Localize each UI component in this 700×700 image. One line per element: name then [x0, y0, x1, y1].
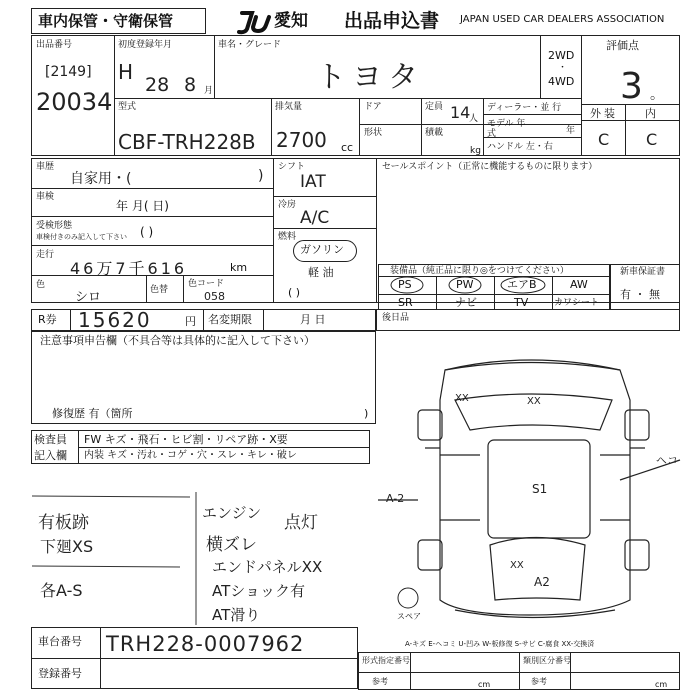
label-exterior: 外 — [590, 107, 601, 120]
mark-2: XX — [527, 396, 541, 407]
note-left-3: 各A-S — [40, 581, 83, 600]
reg-month: 8 — [184, 74, 197, 96]
unit-cm-1: cm — [478, 680, 491, 689]
score-dot: 。 — [650, 87, 664, 103]
reg-year: 28 — [145, 74, 170, 96]
recycle-unit: 円 — [185, 315, 196, 328]
label-inspector: 検査員 — [34, 433, 67, 446]
label-listing-no: 出品番号 — [36, 40, 73, 50]
note-right-4: エンドパネルXX — [212, 558, 323, 576]
receipt-paren: ( ) — [140, 225, 154, 239]
capacity: 14 — [450, 103, 471, 122]
fuel-alt: 軽 油 — [308, 266, 334, 279]
label-entry: 記入欄 — [34, 449, 67, 462]
repair-close: ) — [364, 407, 369, 420]
association: JAPAN USED CAR DEALERS ASSOCIATION — [460, 14, 665, 25]
label-car-name: 車名・グレード — [218, 40, 282, 50]
label-ref-2: 参考 — [531, 677, 547, 686]
chassis-no: TRH228-0007962 — [106, 632, 305, 656]
color: シロ — [75, 290, 102, 305]
label-fuel: 燃料 — [278, 232, 297, 242]
label-category: 類別区分番号 — [523, 656, 571, 665]
opt-tv: TV — [514, 296, 529, 309]
color-code: 058 — [204, 290, 225, 303]
mileage: 46万7千616 — [70, 259, 188, 278]
label-inspect: 車検 — [36, 192, 55, 202]
score-value: 3 — [620, 66, 643, 107]
opt-navi: ナビ — [455, 296, 477, 309]
label-shift: シフト — [278, 162, 306, 172]
storage-label: 車内保管・守衛保管 — [38, 12, 174, 30]
note-right-5: ATショック有 — [212, 582, 305, 600]
note-right-6: AT滑り — [212, 606, 261, 624]
label-handle: ハンドル 左・右 — [487, 142, 553, 152]
note-left-1: 有板跡 — [38, 513, 89, 533]
use-close: ) — [258, 168, 264, 184]
fuel-paren: ( ) — [288, 286, 301, 299]
ac: A/C — [300, 208, 330, 228]
opt-ps: PS — [398, 278, 412, 291]
reg-month-suffix: 月 — [204, 86, 214, 96]
label-load: 積載 — [425, 128, 444, 138]
opt-seat: カワシート — [554, 298, 600, 308]
label-color: 色 — [36, 280, 46, 290]
label-sales-points: セールスポイント（正常に機能するものに限ります） — [382, 162, 598, 172]
note-right-2: 横ズレ — [206, 535, 257, 555]
label-type-cert: 形式指定番号 — [362, 656, 410, 665]
note-right-1: エンジン — [202, 504, 262, 522]
mileage-unit: km — [230, 261, 248, 274]
label-capacity: 定員 — [425, 102, 444, 112]
load-unit: kg — [470, 146, 481, 156]
label-name-change: 名変期限 — [208, 313, 252, 326]
exterior-grade: C — [598, 130, 610, 149]
label-color-code: 色コード — [188, 279, 225, 289]
displacement: 2700 — [276, 128, 327, 152]
mark-9: A-2 — [386, 492, 405, 505]
model-year-unit: 年 — [566, 126, 576, 136]
label-mileage: 走行 — [36, 250, 55, 260]
label-shape: 形状 — [364, 128, 383, 138]
interior-grade: C — [646, 130, 658, 149]
inspect-text: 年 月( 日) — [116, 199, 169, 213]
reg-era: H — [118, 60, 134, 84]
name-change-date: 月 日 — [300, 313, 326, 326]
label-warranty: 新車保証書 — [620, 267, 666, 277]
mark-1: XX — [455, 393, 469, 404]
label-use: 車歴 — [36, 162, 55, 172]
shift: IAT — [300, 172, 326, 192]
spare-label: スペア — [397, 612, 421, 621]
inspector-row2: 内装 キズ・汚れ・コゲ・穴・スレ・キレ・破レ — [84, 450, 297, 461]
label-ac: 冷房 — [278, 200, 297, 210]
disp-unit: cc — [341, 141, 354, 154]
small-no: [2149] — [45, 64, 92, 80]
label-first-reg: 初度登録年月 — [118, 40, 173, 50]
label-after: 後日品 — [382, 313, 410, 323]
label-equip: 装 — [604, 107, 615, 120]
drive-4wd: 4WD — [548, 75, 575, 88]
warranty: 有 ・ 無 — [620, 288, 660, 301]
unit-cm-2: cm — [655, 680, 668, 689]
use-type: 自家用・( — [70, 171, 132, 187]
label-color-change: 色替 — [150, 285, 169, 295]
label-recycle: R券 — [38, 313, 57, 326]
inspector-row1: FW キズ・飛石・ヒビ割・リペア跡・X要 — [84, 433, 288, 446]
opt-pw: PW — [456, 278, 474, 291]
label-score: 評価点 — [606, 39, 639, 52]
drive-2wd: 2WD — [548, 49, 575, 62]
label-model: 型式 — [118, 102, 137, 112]
mark-5: XX — [510, 560, 524, 571]
mark-8: ヘコ — [656, 454, 678, 467]
opt-aw: AW — [570, 278, 588, 291]
receipt-note: 車検付きのみ記入して下さい — [36, 233, 127, 241]
note-left-2: 下廻XS — [40, 537, 94, 556]
note-right-3: 点灯 — [284, 513, 318, 533]
mark-4: A2 — [534, 575, 550, 589]
brand-region: 愛知 — [274, 11, 308, 31]
label-reg: 登録番号 — [38, 667, 82, 680]
label-ref-1: 参考 — [372, 677, 388, 686]
model-code: CBF-TRH228B — [118, 130, 256, 154]
mark-3: S1 — [532, 482, 548, 496]
label-door: ドア — [364, 102, 382, 112]
opt-sr: SR — [398, 296, 413, 309]
doc-title: 出品申込書 — [344, 10, 440, 32]
label-options: 装備品（純正品に限り◎をつけてください） — [390, 266, 569, 276]
legend: A-キズ E-ヘコミ U-凹み W-板修復 S-サビ C-腐食 XX-交換済 — [405, 640, 595, 648]
label-dealer: ディーラー・並 行 — [487, 103, 562, 113]
cap-unit: 人 — [469, 114, 479, 124]
label-chassis: 車台番号 — [38, 635, 82, 648]
opt-airbag: エアB — [507, 278, 537, 291]
label-displacement: 排気量 — [275, 102, 303, 112]
car-name: トヨタ — [316, 60, 424, 95]
label-repair: 修復歴 有（箇所 — [52, 407, 133, 420]
fuel-circled: ガソリン — [300, 243, 344, 256]
label-receipt: 受検形態 — [36, 221, 73, 231]
listing-no: 20034 — [36, 88, 113, 116]
label-interior: 内 — [645, 107, 656, 120]
label-model-year: モデル 年式 — [487, 119, 526, 139]
recycle-amount: 15620 — [78, 308, 152, 332]
label-notes: 注意事項申告欄（不具合等は具体的に記入して下さい） — [40, 334, 315, 347]
